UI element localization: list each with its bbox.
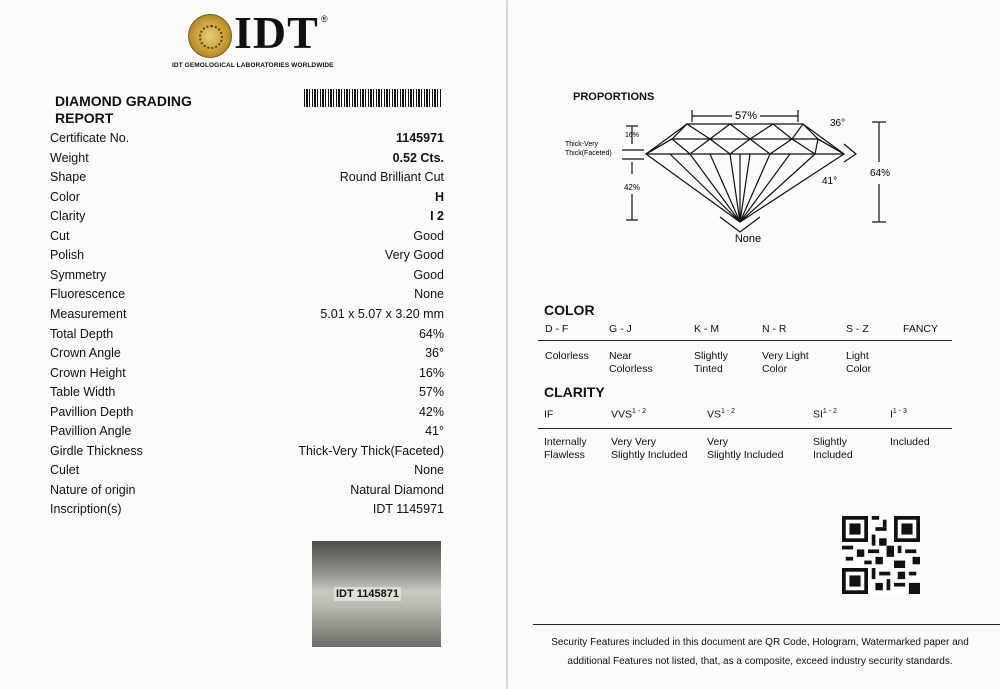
report-field-label: Shape [50, 170, 87, 185]
clarity-grade [611, 405, 646, 422]
report-field-row [50, 287, 444, 305]
report-field-label: Crown Angle [50, 346, 121, 361]
pavilion-angle-label: 41° [822, 176, 838, 187]
report-field-label: Fluorescence [50, 287, 126, 302]
report-field-value: I 2 [430, 209, 444, 224]
pavilion-depth-label: 42% [623, 183, 641, 192]
report-field-label: Girdle Thickness [50, 443, 143, 458]
report-field-label: Inscription(s) [50, 502, 122, 517]
girdle-label-1: Thick-Very [565, 141, 599, 148]
clarity-grade [707, 405, 735, 422]
report-field-row [50, 385, 444, 403]
report-field-row [50, 131, 444, 149]
report-field-row [50, 366, 444, 384]
clarity-description: Flawless [544, 449, 585, 461]
report-field-value: 0.52 Cts. [392, 150, 444, 165]
color-grade: D - F [545, 323, 569, 335]
report-field-value: Good [413, 267, 444, 282]
report-field-label: Pavillion Depth [50, 404, 134, 419]
report-field-value: H [434, 189, 444, 204]
clarity-description: Very Very [611, 436, 656, 448]
report-field-row [50, 444, 444, 462]
proportions-title: PROPORTIONS [573, 91, 655, 103]
security-divider [533, 624, 1000, 625]
report-field-label: Culet [50, 463, 80, 478]
logo-subtitle: IDT GEMOLOGICAL LABORATORIES WORLDWIDE [172, 62, 334, 69]
color-description: Very Light [762, 350, 809, 362]
color-title: COLOR [544, 302, 595, 318]
report-field-value: 36° [425, 346, 444, 361]
girdle-label-2: Thick(Faceted) [565, 150, 612, 157]
report-field-label: Total Depth [50, 326, 114, 341]
inscription-photo [312, 541, 441, 647]
clarity-grade [890, 405, 907, 422]
report-field-label: Pavillion Angle [50, 424, 132, 439]
report-field-row [50, 170, 444, 188]
report-field-row [50, 151, 444, 169]
qr-code-icon [842, 516, 920, 594]
table-label: 57% [734, 110, 758, 122]
report-field-row [50, 483, 444, 501]
color-description: Colorless [609, 363, 653, 375]
color-description: Color [762, 363, 788, 375]
clarity-divider [538, 428, 952, 429]
report-field-value: 16% [418, 365, 444, 380]
color-description: Colorless [545, 350, 589, 362]
color-description: Tinted [694, 363, 723, 375]
report-field-row [50, 346, 444, 364]
logo-text: IDT [234, 7, 319, 58]
clarity-grade-base: I [890, 408, 893, 421]
color-description: Slightly [694, 350, 728, 362]
color-description: Light [846, 350, 869, 362]
culet-label: None [734, 233, 762, 245]
clarity-title: CLARITY [544, 384, 605, 400]
photo-inscription: IDT 1145871 [336, 588, 399, 600]
report-field-value: 57% [418, 385, 444, 400]
report-field-row [50, 190, 444, 208]
clarity-description: Slightly Included [707, 449, 784, 461]
clarity-grade [813, 405, 837, 422]
proportions-diagram [560, 104, 900, 249]
report-field-value: 42% [418, 404, 444, 419]
report-field-value: 64% [418, 326, 444, 341]
report-field-value: Very Good [384, 248, 444, 263]
report-field-value: None [414, 463, 444, 478]
report-field-label: Table Width [50, 385, 116, 400]
report-field-label: Polish [50, 248, 85, 263]
report-field-value: 41° [425, 424, 444, 439]
report-field-label: Crown Height [50, 365, 126, 380]
clarity-grade-base: SI [813, 408, 823, 421]
report-field-label: Clarity [50, 209, 86, 224]
crown-height-label: 16% [624, 132, 640, 139]
report-field-label: Cut [50, 228, 70, 243]
crown-bezel-facets [646, 139, 844, 154]
clarity-grade [544, 405, 553, 422]
report-field-label: Color [50, 189, 80, 204]
pavilion-facets-1 [670, 154, 740, 222]
report-field-row [50, 405, 444, 423]
report-field-label: Weight [50, 150, 89, 165]
report-field-label: Nature of origin [50, 482, 136, 497]
security-note-line-2: additional Features not listed, that, as a composite, exceed industry security standards. [567, 656, 953, 667]
report-field-value: Thick-Very Thick(Faceted) [298, 443, 444, 458]
report-field-value: Natural Diamond [350, 482, 444, 497]
report-field-value: 1145971 [396, 131, 444, 145]
color-grade: G - J [609, 323, 632, 335]
seal-icon [188, 14, 232, 58]
report-field-row [50, 327, 444, 345]
color-grade: FANCY [903, 323, 939, 335]
clarity-grade-sup: 1 - 2 [632, 408, 647, 415]
clarity-grade-sup: 1 - 2 [721, 408, 736, 415]
registered-mark: ® [321, 14, 328, 24]
report-field-row [50, 248, 444, 266]
color-grade: N - R [762, 323, 787, 335]
total-depth-label: 64% [870, 168, 891, 179]
idt-logo [188, 7, 338, 58]
clarity-grade-sup: 1 - 3 [892, 408, 907, 415]
clarity-grade-base: IF [544, 408, 554, 421]
clarity-grade-base: VVS [611, 408, 633, 421]
report-field-value: Good [413, 228, 444, 243]
report-field-row [50, 229, 444, 247]
report-field-row [50, 209, 444, 227]
report-field-row [50, 424, 444, 442]
clarity-description: Very [707, 436, 729, 448]
report-field-row [50, 307, 444, 325]
crown-angle-label: 36° [830, 118, 846, 129]
barcode [304, 89, 442, 107]
report-field-label: Symmetry [50, 267, 107, 282]
clarity-grade-base: VS [707, 408, 722, 421]
report-title: DIAMOND GRADING REPORT [55, 93, 192, 126]
report-field-row [50, 502, 444, 520]
report-field-row [50, 463, 444, 481]
report-field-value: None [414, 287, 444, 302]
clarity-description: Internally [544, 436, 587, 448]
clarity-description: Slightly [813, 436, 847, 448]
color-grade: K - M [694, 323, 720, 335]
clarity-description: Included [813, 449, 853, 461]
report-field-row [50, 268, 444, 286]
report-field-value: IDT 1145971 [372, 502, 444, 517]
color-description: Near [609, 350, 632, 362]
security-note-line-1: Security Features included in this document are QR Code, Hologram, Watermarked paper and [551, 637, 969, 648]
clarity-description: Slightly Included [611, 449, 688, 461]
pavilion-facets-4 [740, 154, 815, 222]
report-field-value: Round Brilliant Cut [339, 170, 444, 185]
clarity-grade-sup: 1 - 2 [822, 408, 837, 415]
report-field-value: 5.01 x 5.07 x 3.20 mm [320, 306, 444, 321]
color-grade: S - Z [846, 323, 869, 335]
clarity-description: Included [890, 436, 930, 448]
color-description: Color [846, 363, 872, 375]
report-field-label: Certificate No. [50, 131, 130, 145]
report-field-label: Measurement [50, 306, 127, 321]
color-divider [538, 340, 952, 341]
